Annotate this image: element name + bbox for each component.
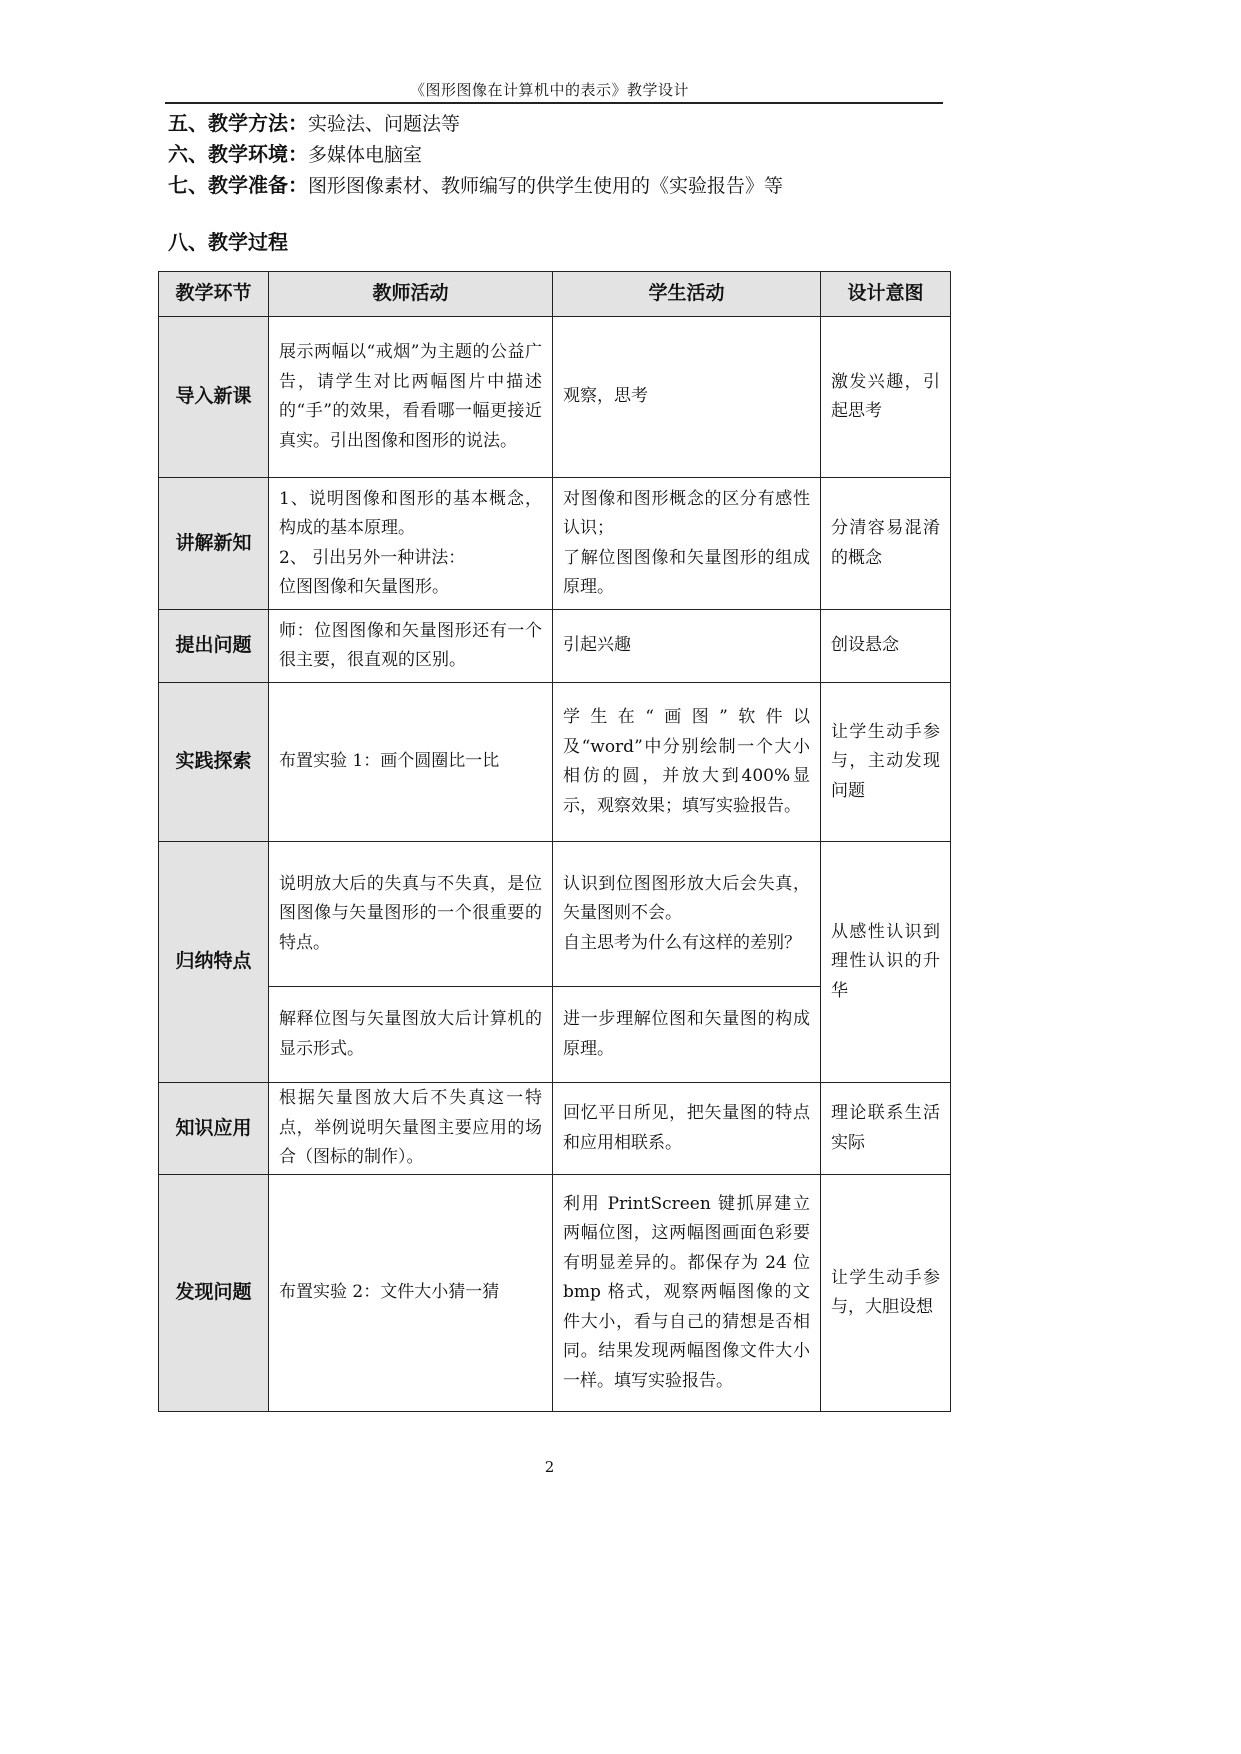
table-header-row — [159, 272, 951, 317]
process-heading: 八、教学过程 — [168, 230, 288, 254]
section-heading: 五、教学方法： — [168, 111, 308, 135]
section-teaching-method — [168, 110, 460, 137]
teacher-activity-cell: 说明放大后的失真与不失真，是位图图像与矢量图形的一个很重要的特点。 — [269, 842, 553, 987]
student-activity-cell: 进一步理解位图和矢量图的构成原理。 — [553, 987, 821, 1083]
student-activity-line: 对图像和图形概念的区分有感性认识； — [563, 488, 810, 538]
table-row — [159, 683, 951, 842]
design-intent-cell: 从感性认识到理性认识的升华 — [821, 842, 951, 1083]
header-divider — [165, 102, 943, 104]
student-activity-line: 自主思考为什么有这样的差别？ — [563, 932, 801, 953]
design-intent-cell: 激发兴趣，引起思考 — [821, 317, 951, 478]
section-text: 实验法、问题法等 — [308, 113, 461, 135]
section-text: 多媒体电脑室 — [308, 144, 423, 166]
table-row — [159, 317, 951, 478]
section-heading: 六、教学环境： — [168, 142, 308, 166]
stage-cell: 实践探索 — [159, 683, 269, 842]
teacher-activity-line: 2、 引出另外一种讲法： — [279, 547, 466, 568]
student-activity-line: 认识到位图图形放大后会失真，矢量图则不会。 — [563, 873, 810, 924]
student-activity-cell — [553, 842, 821, 987]
student-activity-cell: 学生在“画图”软件以及“word”中分别绘制一个大小相仿的圆，并放大到400%显示，观察效果；填写实验报告。 — [553, 683, 821, 842]
teacher-activity-cell — [269, 478, 553, 610]
teacher-activity-cell: 根据矢量图放大后不失真这一特点，举例说明矢量图主要应用的场合（图标的制作）。 — [269, 1083, 553, 1175]
teacher-activity-line: 位图图像和矢量图形。 — [279, 577, 449, 597]
student-activity-cell — [553, 478, 821, 610]
column-header-teacher: 教师活动 — [269, 272, 553, 317]
table-row — [159, 1175, 951, 1412]
teacher-activity-cell: 展示两幅以“戒烟”为主题的公益广告，请学生对比两幅图片中描述的“手”的效果，看看哪一幅更接近真实。引出图像和图形的说法。 — [269, 317, 553, 478]
teacher-activity-line: 1、说明图像和图形的基本概念，构成的基本原理。 — [279, 488, 542, 538]
student-activity-cell: 回忆平日所见，把矢量图的特点和应用相联系。 — [553, 1083, 821, 1175]
teacher-activity-cell: 解释位图与矢量图放大后计算机的显示形式。 — [269, 987, 553, 1083]
student-activity-cell: 引起兴趣 — [553, 610, 821, 683]
section-heading: 七、教学准备： — [168, 173, 308, 197]
teaching-process-table — [158, 271, 951, 1412]
teacher-activity-cell: 布置实验 2：文件大小猜一猜 — [269, 1175, 553, 1412]
page-header-title: 《图形图像在计算机中的表示》教学设计 — [409, 81, 689, 99]
stage-cell: 知识应用 — [159, 1083, 269, 1175]
design-intent-cell: 创设悬念 — [821, 610, 951, 683]
stage-cell: 归纳特点 — [159, 842, 269, 1083]
section-text: 图形图像素材、教师编写的供学生使用的《实验报告》等 — [308, 175, 784, 197]
design-intent-cell: 分清容易混淆的概念 — [821, 478, 951, 610]
column-header-intent: 设计意图 — [821, 272, 951, 317]
table-row — [159, 478, 951, 610]
column-header-student: 学生活动 — [553, 272, 821, 317]
column-header-stage: 教学环节 — [159, 272, 269, 317]
stage-cell: 发现问题 — [159, 1175, 269, 1412]
student-activity-cell: 利用 PrintScreen 键抓屏建立两幅位图，这两幅图画面色彩要有明显差异的。都保存为 24 位 bmp 格式，观察两幅图像的文件大小，看与自己的猜想是否相同。结果发现两幅图像文件大小一样。填写实验报告。 — [553, 1175, 821, 1412]
stage-cell: 导入新课 — [159, 317, 269, 478]
section-teaching-environment — [168, 141, 422, 168]
design-intent-cell: 让学生动手参与，大胆设想 — [821, 1175, 951, 1412]
table-row — [159, 1083, 951, 1175]
table-row — [159, 610, 951, 683]
stage-cell: 讲解新知 — [159, 478, 269, 610]
student-activity-cell: 观察，思考 — [553, 317, 821, 478]
design-intent-cell: 让学生动手参与，主动发现问题 — [821, 683, 951, 842]
teacher-activity-cell: 布置实验 1：画个圆圈比一比 — [269, 683, 553, 842]
section-teaching-preparation — [168, 172, 783, 199]
design-intent-cell: 理论联系生活实际 — [821, 1083, 951, 1175]
page-number: 2 — [544, 1458, 555, 1476]
table-row — [159, 842, 951, 987]
teacher-activity-cell: 师：位图图像和矢量图形还有一个很主要，很直观的区别。 — [269, 610, 553, 683]
stage-cell: 提出问题 — [159, 610, 269, 683]
student-activity-line: 了解位图图像和矢量图形的组成原理。 — [563, 547, 810, 597]
